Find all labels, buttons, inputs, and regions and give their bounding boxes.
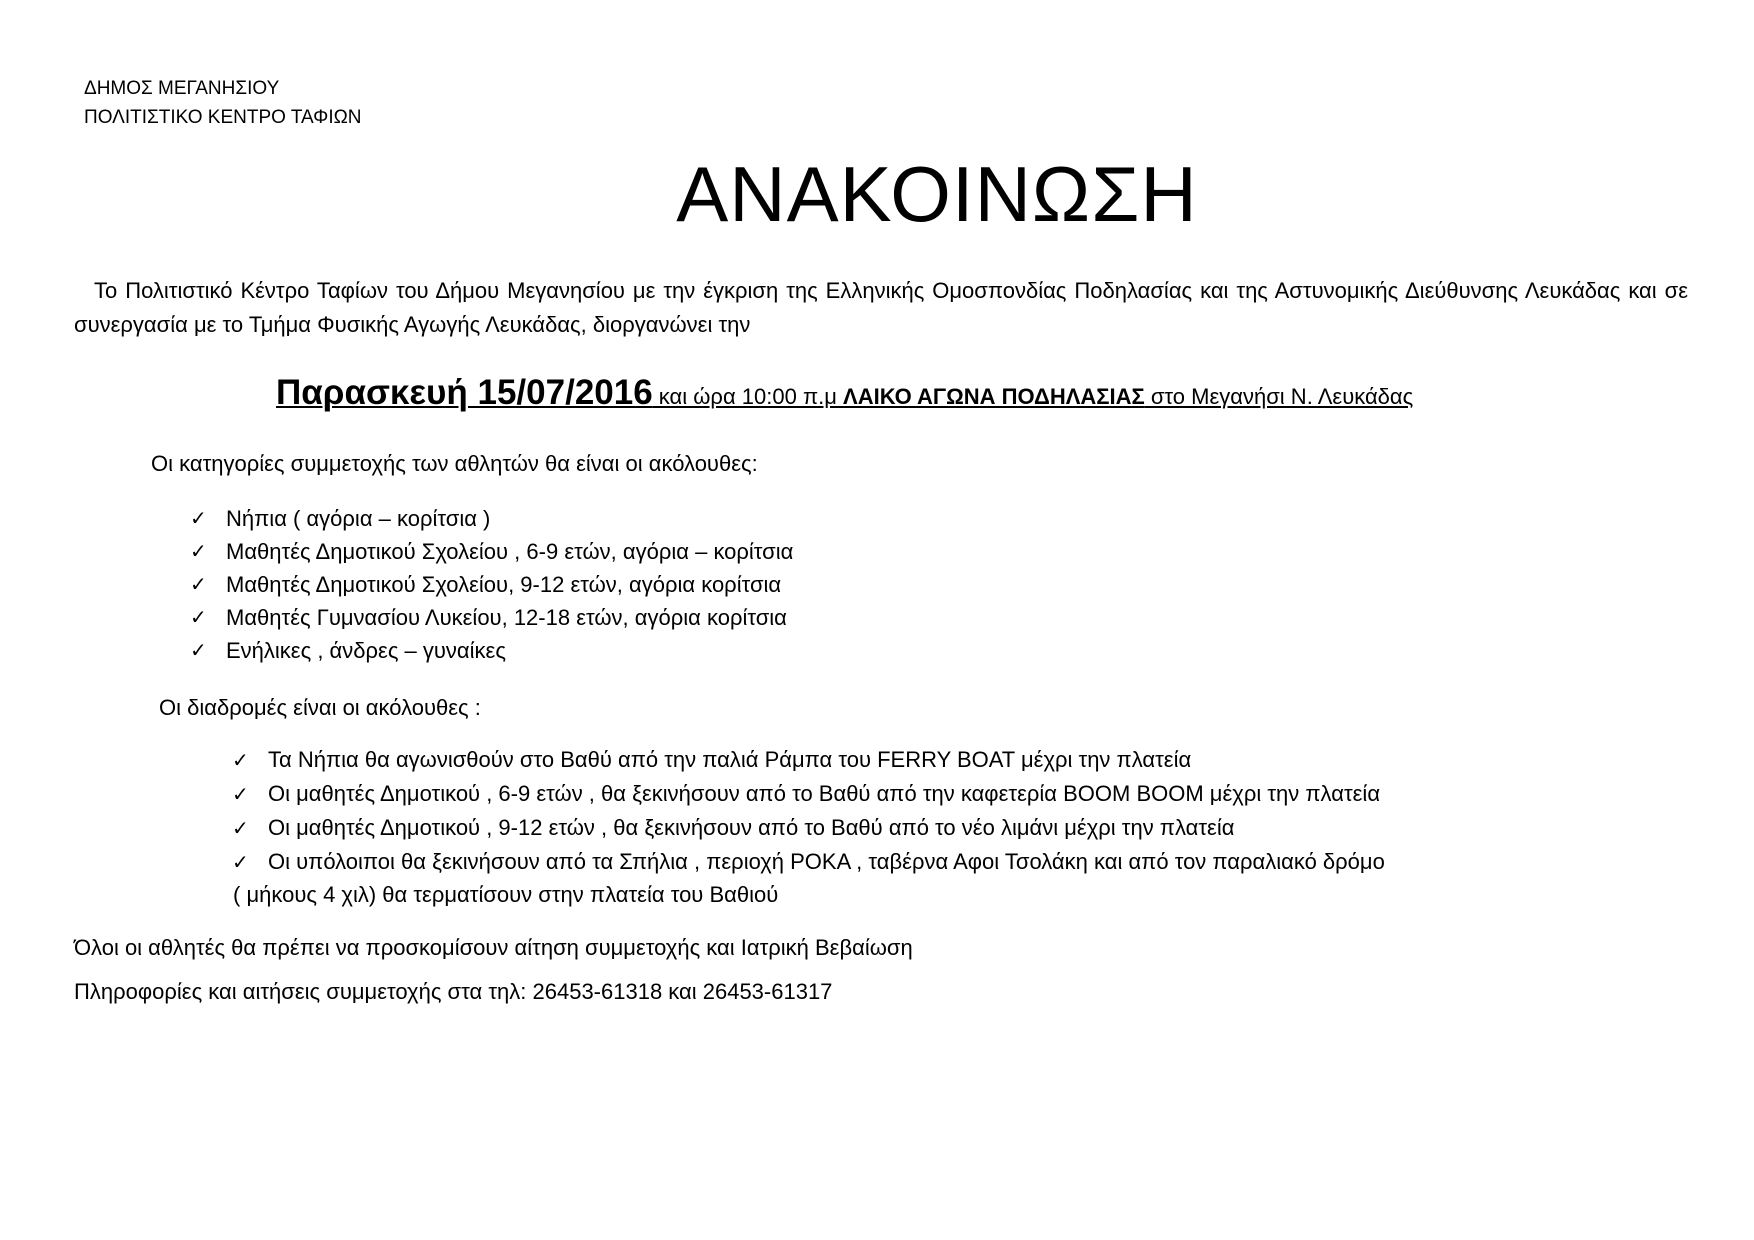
check-icon: ✓ — [232, 748, 249, 772]
route-continuation: ( μήκους 4 χιλ) θα τερματίσουν στην πλατεία του Βαθιού — [233, 882, 779, 907]
categories-list — [190, 502, 793, 667]
list-item: ✓ Οι μαθητές Δημοτικού , 6-9 ετών , θα ξεκινήσουν από το Βαθύ από την καφετερία BOOM BOOM μέχρι την πλατεία — [232, 777, 1385, 811]
list-item: ✓ Μαθητές Γυμνασίου Λυκείου, 12-18 ετών, αγόρια κορίτσια — [190, 601, 793, 634]
check-icon: ✓ — [232, 782, 249, 806]
contact-info: Πληροφορίες και αιτήσεις συμμετοχής στα τηλ: 26453-61318 και 26453-61317 — [74, 979, 833, 1004]
check-icon: ✓ — [232, 816, 249, 840]
list-item: ✓ Τα Νήπια θα αγωνισθούν στο Βαθύ από την παλιά Ράμπα του FERRY BOAT μέχρι την πλατεία — [232, 743, 1385, 777]
check-icon: ✓ — [190, 506, 207, 530]
municipality-name: ΔΗΜΟΣ ΜΕΓΑΝΗΣΙΟΥ — [84, 78, 280, 99]
announcement-title: ΑΝΑΚΟΙΝΩΣΗ — [676, 150, 1198, 238]
intro-paragraph — [74, 274, 1688, 342]
requirements-note: Όλοι οι αθλητές θα πρέπει να προσκομίσουν αίτηση συμμετοχής και Ιατρική Βεβαίωση — [74, 935, 913, 960]
list-item: ✓ Οι μαθητές Δημοτικού , 9-12 ετών , θα ξεκινήσουν από το Βαθύ από το νέο λιμάνι μέχρι την πλατεία — [232, 811, 1385, 845]
list-item: ✓ Μαθητές Δημοτικού Σχολείου , 6-9 ετών, αγόρια – κορίτσια — [190, 535, 793, 568]
check-icon: ✓ — [190, 638, 207, 662]
list-item: ✓ Μαθητές Δημοτικού Σχολείου, 9-12 ετών, αγόρια κορίτσια — [190, 568, 793, 601]
check-icon: ✓ — [232, 850, 249, 874]
event-date: Παρασκευή 15/07/2016 — [276, 373, 653, 412]
check-icon: ✓ — [190, 572, 207, 596]
event-time: και ώρα 10:00 π.μ — [652, 384, 844, 409]
list-item: ✓ Οι υπόλοιποι θα ξεκινήσουν από τα Σπήλια , περιοχή ΡΟΚΑ , ταβέρνα Αφοι Τσολάκη και από τον παραλιακό δρόμο — [232, 845, 1385, 879]
routes-heading: Οι διαδρομές είναι οι ακόλουθες : — [159, 695, 481, 720]
event-details — [276, 370, 1413, 420]
intro-text: Το Πολιτιστικό Κέντρο Ταφίων του Δήμου Μεγανησίου με την έγκριση της Ελληνικής Ομοσπονδίας Ποδηλασίας και της Αστυνομικής Διεύθυνσης Λευκάδας και σε συνεργασία με το Τμήμα Φυσικής Αγωγής Λευκάδας, διοργανώνει την — [74, 278, 1688, 337]
event-place: στο Μεγανήσι Ν. Λευκάδας — [1144, 384, 1414, 409]
categories-heading: Οι κατηγορίες συμμετοχής των αθλητών θα είναι οι ακόλουθες: — [151, 451, 758, 476]
cultural-center-name: ΠΟΛΙΤΙΣΤΙΚΟ ΚΕΝΤΡΟ ΤΑΦΙΩΝ — [84, 107, 362, 128]
list-item: ✓ Ενήλικες , άνδρες – γυναίκες — [190, 634, 793, 667]
check-icon: ✓ — [190, 605, 207, 629]
event-name: ΛΑΙΚΟ ΑΓΩΝΑ ΠΟΔΗΛΑΣΙΑΣ — [843, 384, 1145, 409]
check-icon: ✓ — [190, 539, 207, 563]
issuer-header — [84, 74, 362, 132]
routes-list — [232, 743, 1385, 879]
list-item: ✓ Νήπια ( αγόρια – κορίτσια ) — [190, 502, 793, 535]
